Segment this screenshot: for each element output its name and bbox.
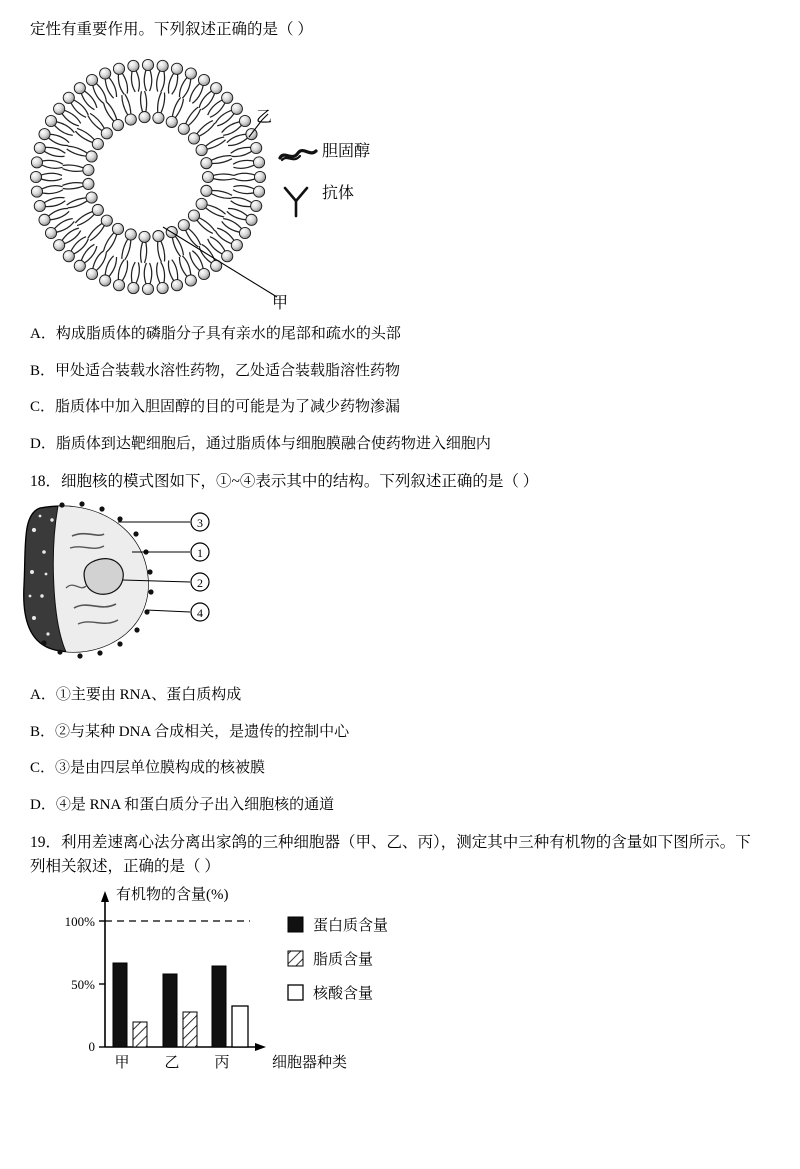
figure-liposome (0, 52, 800, 313)
svg-text:4: 4 (197, 606, 203, 621)
nucleus-svg (0, 500, 800, 665)
callout-4 (191, 603, 209, 621)
xtick-bing: 丙 (214, 1055, 230, 1072)
svg-text:2: 2 (197, 576, 203, 591)
callout-1 (191, 543, 209, 561)
legend-label-lipid: 脂质含量 (313, 952, 374, 969)
cholesterol-icon (280, 151, 316, 160)
legend-label-nucleic: 核酸含量 (313, 986, 374, 1003)
bar-jia-protein (113, 963, 127, 1047)
legend-swatch-nucleic (288, 985, 303, 1000)
chart-legend (288, 917, 388, 1002)
liposome-svg (0, 52, 800, 302)
bar-bing-protein (212, 966, 226, 1047)
question-17-tail: 定性有重要作用。下列叙述正确的是（ ） (30, 21, 313, 38)
xtick-jia: 甲 (114, 1055, 130, 1072)
bar-chart-svg (0, 885, 800, 1085)
q18-option-a: A．①主要由 RNA、蛋白质构成 (30, 687, 242, 704)
svg-text:3: 3 (197, 516, 203, 531)
ytick-0: 0 (88, 1039, 95, 1055)
q18-option-d: D．④是 RNA 和蛋白质分子出入细胞核的通道 (30, 796, 335, 813)
xtick-yi: 乙 (164, 1055, 180, 1072)
ytick-100: 100% (64, 914, 95, 930)
q18-option-b: B．②与某种 DNA 合成相关，是遗传的控制中心 (30, 723, 350, 740)
legend-label-protein: 蛋白质含量 (313, 918, 389, 935)
question-18-stem: 18．细胞核的模式图如下，①~④表示其中的结构。下列叙述正确的是（ ） (30, 473, 539, 491)
bar-yi-lipid (183, 1012, 197, 1047)
label-yi: 乙 (256, 109, 273, 127)
legend-antibody-label: 抗体 (322, 185, 355, 203)
q18-option-c: C．③是由四层单位膜构成的核被膜 (30, 760, 266, 777)
y-axis-label: 有机物的含量(%) (116, 887, 229, 904)
legend-swatch-protein (288, 917, 303, 932)
callout-3 (191, 513, 209, 531)
q17-option-c: C．脂质体中加入胆固醇的目的可能是为了减少药物渗漏 (30, 399, 401, 416)
question-19-stem-line2: 列相关叙述，正确的是（ ） (30, 858, 220, 876)
q17-option-a: A．构成脂质体的磷脂分子具有亲水的尾部和疏水的头部 (30, 326, 401, 343)
x-axis-label: 细胞器种类 (272, 1055, 348, 1072)
bar-yi-protein (163, 974, 177, 1047)
svg-text:1: 1 (197, 546, 203, 561)
antibody-icon (285, 188, 307, 216)
exam-page (0, 18, 800, 1169)
label-jia: 甲 (272, 295, 289, 313)
q17-option-d: D．脂质体到达靶细胞后，通过脂质体与细胞膜融合使药物进入细胞内 (30, 435, 491, 452)
legend-cholesterol-label: 胆固醇 (322, 143, 371, 161)
figure-bar-chart (0, 885, 800, 1085)
question-19-stem-line1: 19．利用差速离心法分离出家鸽的三种细胞器（甲、乙、丙），测定其中三种有机物的含量如下图所示。下 (30, 834, 751, 852)
legend-swatch-lipid (288, 951, 303, 966)
callout-2 (191, 573, 209, 591)
ytick-50: 50% (71, 977, 95, 993)
bar-jia-lipid (133, 1022, 147, 1047)
figure-nucleus (0, 500, 800, 665)
bar-bing-nucleic (232, 1006, 248, 1047)
q17-option-b: B．甲处适合装载水溶性药物，乙处适合装载脂溶性药物 (30, 362, 401, 379)
